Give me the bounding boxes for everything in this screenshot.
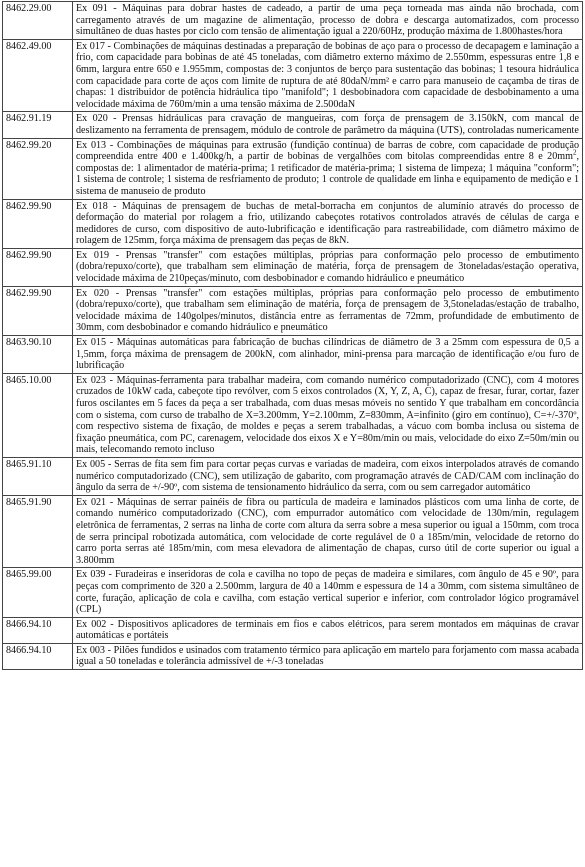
description-cell: Ex 020 - Prensas hidráulicas para cravação de mangueiras, com força de prensagem de 3.150kN, com mancal de deslizamento na ferramenta de prensagem, módulo de controle de parâmetro da máquina (UTS), controladas numericamente	[73, 112, 583, 138]
table-row	[3, 373, 583, 457]
description-text-part: , compostas de: 1 alimentador de matéria-prima; 1 retificador de matéria-prima; 1 sistema de limpeza; 1 máquina "conform"; 1 sistema de controle; 1 sistema de resfriamento de produto; 1 controle de qualidade em linha e equipamento de medição e 1 sistema de manuseio de produto	[76, 151, 579, 197]
table-row	[3, 495, 583, 568]
description-cell: Ex 018 - Máquinas de prensagem de buchas de metal-borracha em conjuntos de alumínio através do processo de deformação do material por rolagem a frio, utilizando cabeçotes rotativos controlados através de células de carga e medidores de curso, com dispositivo de auto-lubrificação e identificação para rastreabilidade, com diâmetro máximo de rolagem de 125mm, força máxima de prensagem das peças de 8kN.	[73, 199, 583, 248]
ncm-code-cell: 8465.99.00	[3, 568, 73, 617]
description-text-part: Ex 013 - Combinações de máquinas para extrusão (fundição contínua) de barras de cobre, com capacidade de produção compreendida entre 400 e 1.400kg/h, a partir de bobinas de vergalhões com bitolas compreendidas entre 8 e 20mm	[76, 139, 579, 163]
table-row	[3, 457, 583, 495]
ncm-code-cell: 8466.94.10	[3, 643, 73, 669]
table-row	[3, 568, 583, 617]
table-row	[3, 643, 583, 669]
description-cell: Ex 023 - Máquinas-ferramenta para trabalhar madeira, com comando numérico computadorizado (CNC), com 4 motores cruzados de 10kW cada, cabeçote tipo revólver, com 5 eixos controlados (X, Y, Z, A, C), capaz de fresar, furar, cortar, fazer furos oscilantes em 5 faces da peça a ser trabalhada, com duas mesas móveis no sentido Y que trabalham em concordância com o sistema, com curso de trabalho de X=3.200mm, Y=2.100mm, Z=830mm, A=infinito (giro em contínuo), C=+/-370º, com respectivo sistema de fixação, de moldes e peças a serem trabalhadas, a vácuo com bomba inclusa ou sistema de fixação pneumática, com PC, carenagem, velocidade dos eixos X e Y=80m/min ou mais, velocidade do eixo Z=50m/min ou mais, telecomando remoto incluso	[73, 373, 583, 457]
ncm-code-cell: 8465.91.10	[3, 457, 73, 495]
description-cell: Ex 003 - Pilões fundidos e usinados com tratamento térmico para aplicação em martelo para forjamento com massa acabada igual a 50 toneladas e tolerância admissível de +/-3 toneladas	[73, 643, 583, 669]
description-cell: Ex 020 - Prensas "transfer" com estações múltiplas, próprias para conformação pelo processo de embutimento (dobra/repuxo/corte), que trabalham sem eliminação de matéria, força de prensagem de 3,5toneladas/estação de trabalho, velocidade máxima de 140golpes/minutos, distância entre as ferramentas de 72mm, profundidade de embutimento de 30mm, com desbobinador e comando hidráulico e pneumático	[73, 286, 583, 335]
table-row	[3, 112, 583, 138]
description-cell	[73, 138, 583, 199]
description-cell: Ex 002 - Dispositivos aplicadores de terminais em fios e cabos elétricos, para serem montados em máquinas de cravar automáticas e portáteis	[73, 617, 583, 643]
description-cell: Ex 021 - Máquinas de serrar painéis de fibra ou partícula de madeira e laminados plásticos com uma linha de corte, de comando numérico computadorizado (CNC), com empurrador automático com velocidade de 130m/min, regulagem eletrônica de ferramentas, 2 serras na linha de corte com altura da serra sobre a mesa superior ou igual a 150mm, com troca de serra principal robotizada automática, com velocidade de corte regulável de 0 a 185m/min, velocidade de retorno do carro porta serras até 185m/min, com mesa elevadora de alimentação de chapas, curso útil de corte superior ou igual a 3.800mm	[73, 495, 583, 568]
ncm-code-cell: 8465.10.00	[3, 373, 73, 457]
ncm-code-cell: 8462.29.00	[3, 2, 73, 40]
description-cell: Ex 091 - Máquinas para dobrar hastes de cadeado, a partir de uma peça torneada mas ainda não brochada, com carregamento através de um magazine de alimentação, processo de dobra e descarga automatizados, com processo simultâneo de duas hastes por ciclo com tensão de alimentação igual a 220/60Hz, produção máxima de 1.800hastes/hora	[73, 2, 583, 40]
description-cell: Ex 015 - Máquinas automáticas para fabricação de buchas cilíndricas de diâmetro de 3 a 25mm com espessura de 0,5 a 1,5mm, força máxima de prensagem de 200kN, com alinhador, mini-prensa para marcação de identificação e/ou furo de lubrificação	[73, 336, 583, 374]
description-cell: Ex 039 - Furadeiras e inseridoras de cola e cavilha no topo de peças de madeira e similares, com ângulo de 45 e 90º, para peças com comprimento de 320 a 2.500mm, largura de 40 a 140mm e espessura de 14 a 30mm, com sistema simultâneo de corte, furação, aplicação de cola e cavilha, com estação vertical superior e inferior, com controlador lógico programável (CPL)	[73, 568, 583, 617]
ncm-code-cell: 8462.49.00	[3, 39, 73, 112]
description-cell: Ex 017 - Combinações de máquinas destinadas a preparação de bobinas de aço para o processo de decapagem e laminação a frio, com capacidade para bobinas de até 45 toneladas, com diâmetro externo máximo de 2.550mm, espessuras entre 1,8 e 6mm, largura entre 650 e 1.955mm, compostas de: 3 conjuntos de berço para sustentação das bobinas; 1 tesoura hidráulica com capacidade para corte de aços com limite de ruptura de até 80daN/mm² e carro para manuseio de caçamba de tiras de chapas: 1 distribuidor de potência hidráulica tipo "manifold"; 1 desbobinadora com capacidade de desbobinamento a uma velocidade máxima de 760m/min a uma tensão máxima de 2.500daN	[73, 39, 583, 112]
table-row	[3, 248, 583, 286]
description-cell: Ex 005 - Serras de fita sem fim para cortar peças curvas e variadas de madeira, com eixos interpolados através de comando numérico computadorizado (CNC), sem utilização de gabarito, com programação através de CAD/CAM com inclinação do ângulo da serra de +/-90º, com sistema de tensionamento hidráulico da serra, com ou sem carregador automático	[73, 457, 583, 495]
ncm-code-cell: 8462.99.20	[3, 138, 73, 199]
tariff-table	[2, 1, 583, 670]
table-row	[3, 39, 583, 112]
ncm-code-cell: 8462.99.90	[3, 199, 73, 248]
table-row	[3, 617, 583, 643]
ncm-code-cell: 8463.90.10	[3, 336, 73, 374]
table-row	[3, 199, 583, 248]
ncm-code-cell: 8462.99.90	[3, 248, 73, 286]
table-row	[3, 2, 583, 40]
ncm-code-cell: 8466.94.10	[3, 617, 73, 643]
ncm-code-cell: 8465.91.90	[3, 495, 73, 568]
table-row	[3, 336, 583, 374]
superscript-exponent: 2	[572, 148, 577, 157]
tariff-document	[2, 1, 583, 670]
ncm-code-cell: 8462.99.90	[3, 286, 73, 335]
description-cell: Ex 019 - Prensas "transfer" com estações múltiplas, próprias para conformação pelo processo de embutimento (dobra/repuxo/corte), que trabalham sem eliminação de matéria, força de prensagem de 3toneladas/estação operativa, velocidade máxima de 210peças/minuto, com desbobinador e comando hidráulico e pneumático	[73, 248, 583, 286]
table-row	[3, 286, 583, 335]
ncm-code-cell: 8462.91.19	[3, 112, 73, 138]
table-row	[3, 138, 583, 199]
